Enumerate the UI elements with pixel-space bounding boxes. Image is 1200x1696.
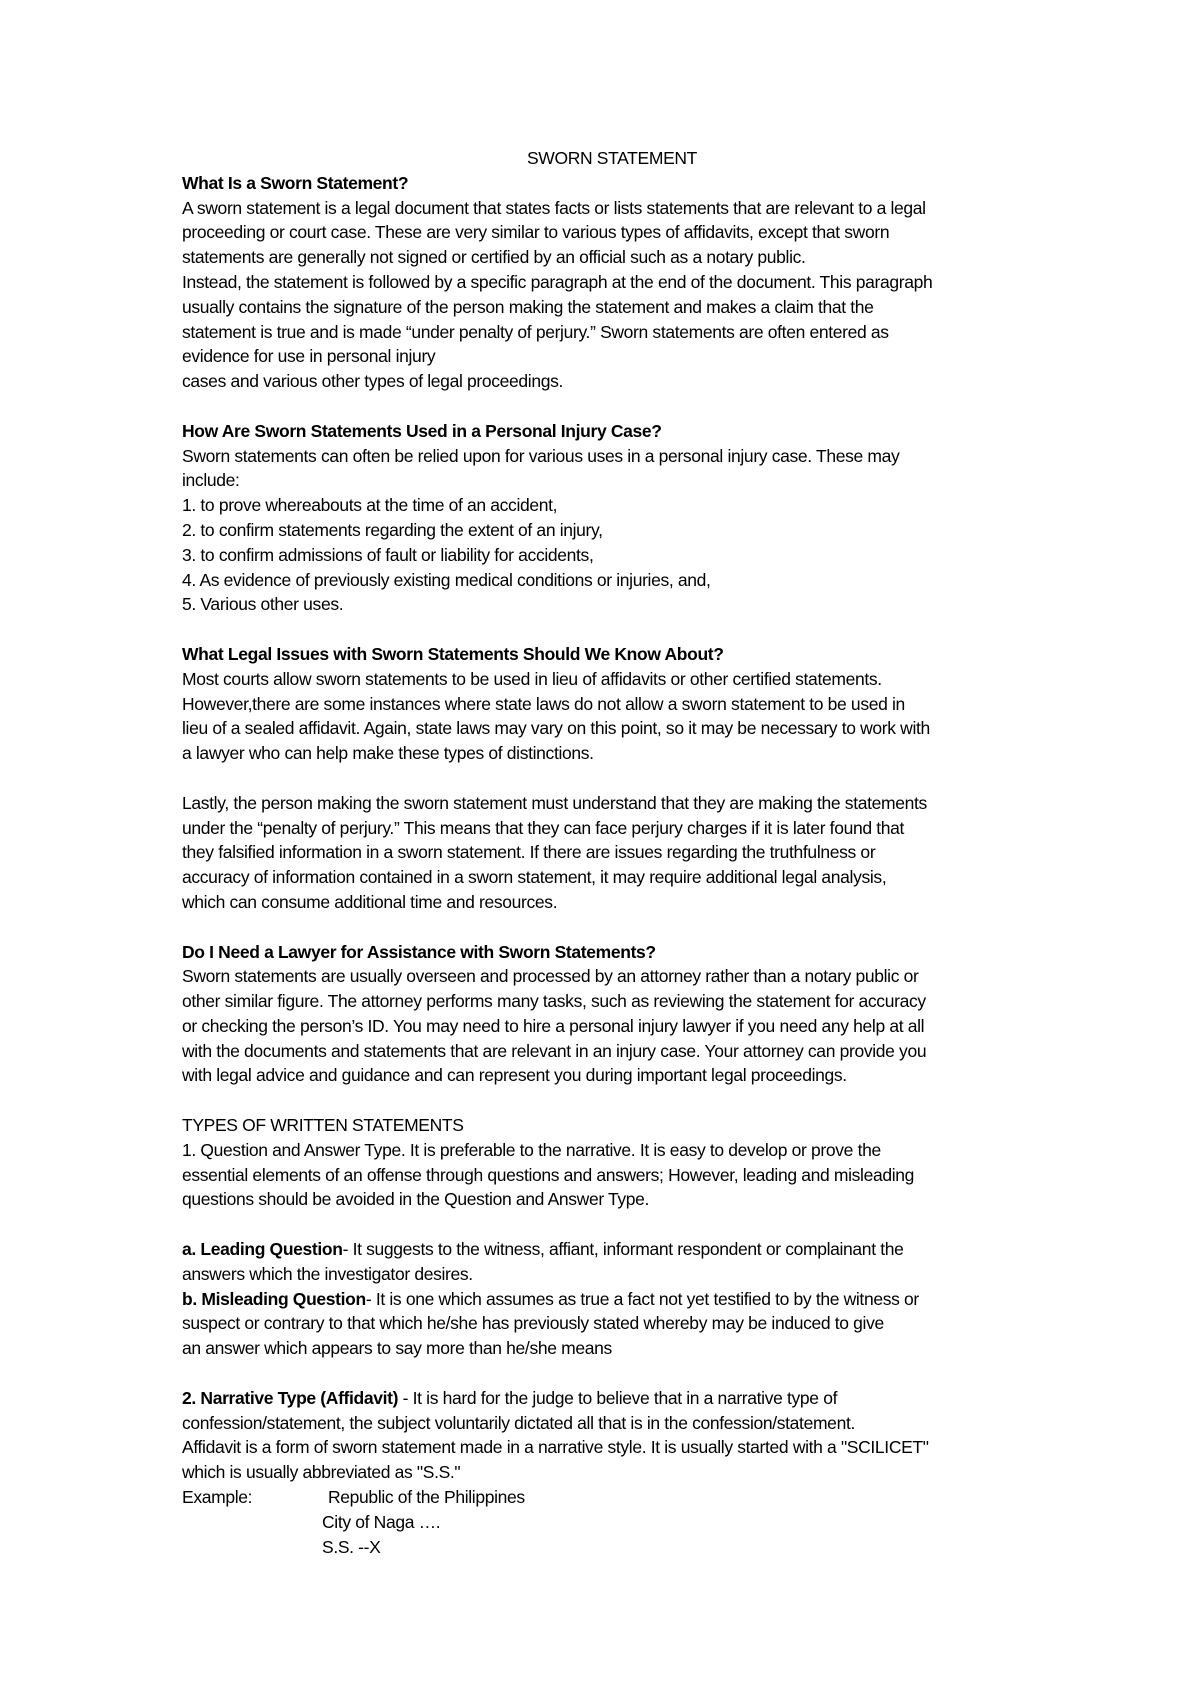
section-heading: Do I Need a Lawyer for Assistance with Sworn Statements?: [182, 941, 656, 962]
narrative-type-text: - It is hard for the judge to believe that in a narrative type of: [398, 1387, 838, 1408]
paragraph-line: However,there are some instances where state laws do not allow a sworn statement to be used in: [182, 693, 905, 714]
misleading-question-text: - It is one which assumes as true a fact not yet testified to by the witness or: [365, 1288, 919, 1309]
paragraph-line: include:: [182, 470, 240, 491]
example-line: City of Naga ….: [322, 1511, 441, 1532]
leading-question-line: [182, 1237, 1042, 1262]
paragraph-line: with legal advice and guidance and can represent you during important legal proceedings.: [182, 1065, 847, 1086]
paragraph-line: 1. Question and Answer Type. It is preferable to the narrative. It is easy to develop or prove the: [182, 1139, 881, 1160]
paragraph-line: lieu of a sealed affidavit. Again, state laws may vary on this point, so it may be necessary to work with: [182, 718, 930, 739]
paragraph-line: Affidavit is a form of sworn statement made in a narrative style. It is usually started with a "SCILICET": [182, 1437, 929, 1458]
paragraph-line: A sworn statement is a legal document that states facts or lists statements that are relevant to a legal: [182, 197, 926, 218]
list-item: 1. to prove whereabouts at the time of an accident,: [182, 495, 558, 516]
paragraph-line: proceeding or court case. These are very similar to various types of affidavits, except that sworn: [182, 222, 890, 243]
paragraph-line: evidence for use in personal injury: [182, 346, 436, 367]
section-heading: What Legal Issues with Sworn Statements Should We Know About?: [182, 643, 724, 664]
leading-question-text: - It suggests to the witness, affiant, informant respondent or complainant the: [342, 1239, 904, 1260]
paragraph-line: essential elements of an offense through questions and answers; However, leading and misleading: [182, 1164, 915, 1185]
leading-question-label: a. Leading Question: [182, 1239, 343, 1260]
spacer: [182, 617, 1042, 642]
paragraph-line: statements are generally not signed or certified by an official such as a notary public.: [182, 247, 806, 268]
paragraph-line: which can consume additional time and resources.: [182, 891, 558, 912]
paragraph-line: which is usually abbreviated as "S.S.": [182, 1462, 461, 1483]
paragraph-line: suspect or contrary to that which he/she has previously stated whereby may be induced to give: [182, 1313, 884, 1334]
narrative-type-label: 2. Narrative Type (Affidavit): [182, 1387, 399, 1408]
paragraph-line: a lawyer who can help make these types of distinctions.: [182, 743, 594, 764]
paragraph-line: confession/statement, the subject voluntarily dictated all that is in the confession/statement.: [182, 1412, 855, 1433]
paragraph-line: Sworn statements are usually overseen and processed by an attorney rather than a notary public or: [182, 966, 919, 987]
paragraph-line: other similar figure. The attorney performs many tasks, such as reviewing the statement for accuracy: [182, 991, 926, 1012]
misleading-question-label: b. Misleading Question: [182, 1288, 366, 1309]
paragraph-line: questions should be avoided in the Question and Answer Type.: [182, 1189, 650, 1210]
list-item: 2. to confirm statements regarding the extent of an injury,: [182, 519, 603, 540]
paragraph-line: accuracy of information contained in a sworn statement, it may require additional legal analysis,: [182, 867, 887, 888]
paragraph-line: Sworn statements can often be relied upon for various uses in a personal injury case. These may: [182, 445, 900, 466]
paragraph-line: Instead, the statement is followed by a specific paragraph at the end of the document. This paragraph: [182, 271, 933, 292]
misleading-question-line: [182, 1287, 1042, 1312]
paragraph-line: answers which the investigator desires.: [182, 1263, 473, 1284]
example-lines: [322, 1485, 525, 1559]
spacer: [182, 394, 1042, 419]
example-label: Example:: [182, 1487, 253, 1508]
paragraph-line: cases and various other types of legal proceedings.: [182, 371, 564, 392]
section-heading: What Is a Sworn Statement?: [182, 172, 409, 193]
spacer: [182, 766, 1042, 791]
paragraph-line: usually contains the signature of the person making the statement and makes a claim that the: [182, 296, 874, 317]
narrative-type-line: [182, 1386, 1042, 1411]
paragraph-line: Most courts allow sworn statements to be used in lieu of affidavits or other certified statements.: [182, 668, 882, 689]
paragraph-line: Lastly, the person making the sworn statement must understand that they are making the statements: [182, 792, 927, 813]
spacer: [182, 1361, 1042, 1386]
paragraph-line: an answer which appears to say more than he/she means: [182, 1338, 612, 1359]
list-item: 4. As evidence of previously existing medical conditions or injuries, and,: [182, 569, 711, 590]
section-heading: How Are Sworn Statements Used in a Personal Injury Case?: [182, 420, 662, 441]
spacer: [182, 915, 1042, 940]
document-body: [182, 146, 1042, 1559]
paragraph-line: statement is true and is made “under penalty of perjury.” Sworn statements are often entered as: [182, 321, 889, 342]
paragraph-line: or checking the person’s ID. You may need to hire a personal injury lawyer if you need any help at all: [182, 1015, 925, 1036]
example-line: S.S. --X: [322, 1536, 381, 1557]
list-item: 3. to confirm admissions of fault or liability for accidents,: [182, 544, 594, 565]
example-block: [182, 1485, 1042, 1559]
document-title: SWORN STATEMENT: [526, 148, 698, 168]
paragraph-line: under the “penalty of perjury.” This means that they can face perjury charges if it is later found that: [182, 817, 905, 838]
spacer: [182, 1212, 1042, 1237]
paragraph-line: with the documents and statements that are relevant in an injury case. Your attorney can provide you: [182, 1040, 927, 1061]
section-heading: TYPES OF WRITTEN STATEMENTS: [182, 1115, 464, 1136]
spacer: [182, 1088, 1042, 1113]
example-line: Republic of the Philippines: [328, 1487, 525, 1508]
paragraph-line: they falsified information in a sworn statement. If there are issues regarding the truthfulness or: [182, 842, 876, 863]
list-item: 5. Various other uses.: [182, 594, 344, 615]
